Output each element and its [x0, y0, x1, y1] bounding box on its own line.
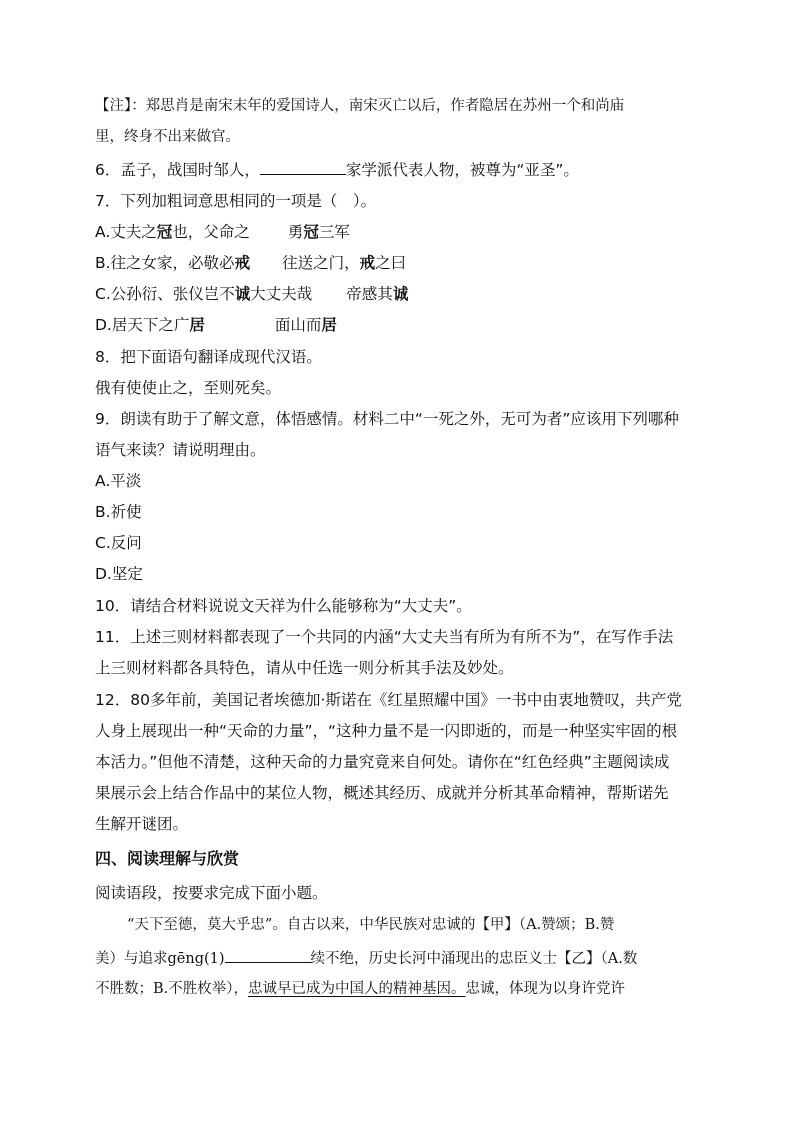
q7-a-part3: 勇 [287, 223, 304, 241]
q7-d-part1: D.居天下之广 [95, 316, 190, 334]
q7-option-b [95, 252, 406, 274]
question-12-line-5: 生解开谜团。 [95, 815, 189, 833]
q7-a-part4: 三军 [318, 223, 350, 241]
question-11-line-1: 11．上述三则材料都表现了一个共同的内涵“大丈夫当有所为有所不为”，在写作手法 [95, 628, 674, 646]
q7-b-bold1: 戒 [234, 254, 251, 272]
question-12-line-1: 12．80多年前，美国记者埃德加·斯诺在《红星照耀中国》一书中由衷地赞叹，共产党 [95, 691, 682, 709]
question-6 [95, 158, 579, 181]
passage-line-2-part2: 续不绝，历史长河中涌现出的忠臣义士【乙】（A.数 [310, 951, 638, 967]
question-10: 10．请结合材料说说文天祥为什么能够称为“大丈夫”。 [95, 597, 472, 615]
q7-a-bold2: 冠 [303, 223, 319, 241]
q7-a-bold1: 冠 [156, 223, 173, 241]
passage-line-3-part2: 忠诚，体现为以身许党许 [465, 981, 626, 997]
q7-c-bold1: 诚 [234, 285, 251, 303]
q7-c-part3: 帝感其 [346, 285, 393, 303]
passage-pinyin-blank[interactable] [225, 946, 311, 963]
note-line-2: 里，终身不出来做官。 [95, 129, 240, 145]
passage-underlined-sentence: 忠诚早已成为中国人的精神基因。 [248, 981, 466, 997]
q7-c-bold2: 诚 [392, 285, 409, 303]
q7-c-part1: C.公孙衍、张仪岂不 [95, 285, 235, 303]
q6-answer-blank[interactable] [260, 158, 346, 175]
q7-a-part2: 也，父命之 [172, 223, 250, 241]
q6-text-before: 6．孟子，战国时邹人， [95, 161, 260, 179]
note-line-1: 【注】：郑思肖是南宋末年的爱国诗人，南宋灭亡以后，作者隐居在苏州一个和尚庙 [95, 98, 625, 114]
section-4-heading: 四、阅读理解与欣赏 [95, 849, 240, 868]
passage-line-3-part1: 不胜数；B.不胜枚举）， [95, 981, 249, 997]
passage-line-3 [95, 978, 625, 1000]
q6-text-after: 家学派代表人物，被尊为“亚圣”。 [345, 161, 579, 179]
q7-option-a [95, 221, 350, 243]
q7-a-part1: A.丈夫之 [95, 223, 157, 241]
q9-option-a: A.平淡 [95, 472, 142, 490]
passage-line-2-part1: 美）与追求gēng(1) [95, 951, 225, 967]
q9-option-b: B.祈使 [95, 503, 142, 521]
q9-option-c: C.反问 [95, 534, 142, 552]
q8-sentence: 俄有使使止之，至则死矣。 [95, 379, 282, 397]
q7-b-part3: 往送之门， [282, 254, 360, 272]
q7-c-part2: 大丈夫哉 [250, 285, 313, 303]
q7-option-c [95, 283, 408, 305]
question-11-line-2: 上三则材料都各具特色，请从中任选一则分析其手法及妙处。 [95, 659, 514, 677]
question-9-line-1: 9．朗读有助于了解文意，体悟感情。材料二中“一死之外，无可为者”应该用下列哪种 [95, 410, 679, 428]
question-7-stem: 7．下列加粗词意思相同的一项是（ ）。 [95, 192, 377, 210]
q7-b-part1: B.往之女家，必敬必 [95, 254, 235, 272]
q7-d-part3: 面山而 [274, 316, 322, 334]
q7-b-part4: 之曰 [375, 254, 407, 272]
passage-line-1: “天下至德，莫大乎忠”。自古以来，中华民族对忠诚的【甲】（A.赞颂；B.赞 [127, 917, 615, 933]
question-12-line-2: 人身上展现出一种“天命的力量”，“这种力量不是一闪即逝的，而是一种坚实牢固的根 [95, 722, 678, 740]
section-4-intro: 阅读语段，按要求完成下面小题。 [95, 884, 328, 902]
question-8-stem: 8．把下面语句翻译成现代汉语。 [95, 348, 322, 366]
passage-line-2 [95, 946, 637, 970]
q7-d-bold1: 居 [189, 316, 205, 334]
q7-option-d [95, 314, 337, 336]
question-12-line-3: 本活力。”但他不清楚，这种天命的力量究竟来自何处。请你在“红色经典”主题阅读成 [95, 753, 670, 771]
q9-option-d: D.坚定 [95, 565, 143, 583]
q7-b-bold2: 戒 [359, 254, 376, 272]
question-12-line-4: 果展示会上结合作品中的某位人物，概述其经历、成就并分析其革命精神，帮斯诺先 [95, 784, 669, 802]
question-9-line-2: 语气来读？请说明理由。 [95, 441, 266, 459]
q7-d-bold2: 居 [321, 316, 337, 334]
